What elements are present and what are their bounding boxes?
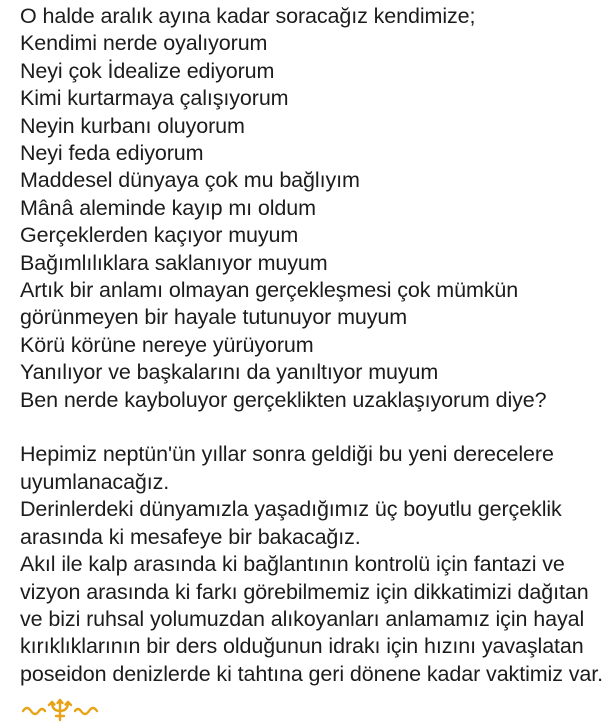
text-line: O halde aralık ayına kadar soracağız kendimize; xyxy=(20,4,476,28)
text-line: Neyi feda ediyorum xyxy=(20,141,204,166)
stanza-2 xyxy=(20,441,610,688)
text-line: Mânâ aleminde kayıp mı oldum xyxy=(20,195,316,220)
text-line: Körü körüne nereye yürüyorum xyxy=(20,332,314,357)
text-line: Ben nerde kayboluyor gerçeklikten uzaklaşıyorum diye? xyxy=(20,387,547,412)
paragraph-gap xyxy=(20,414,610,441)
text-line: ve bizi ruhsal yolumuzdan alıkoyanları anlamamız için hayal xyxy=(20,606,585,631)
text-line: Artık bir anlamı olmayan gerçekleşmesi çok mümkün xyxy=(20,278,519,303)
text-line: Kendimi nerde oyalıyorum xyxy=(20,31,268,56)
text-line: uyumlanacağız. xyxy=(20,469,170,494)
trident-waves-icon xyxy=(20,694,100,722)
text-line: Akıl ile kalp arasında ki bağlantının kontrolü için fantazi ve xyxy=(20,552,565,577)
text-line: kırıklıklarının bir ders olduğunun idrakı için hızını yavaşlatan xyxy=(20,634,584,659)
text-line: vizyon arasında ki farkı görebilmemiz için dikkatimizi dağıtan xyxy=(20,579,589,604)
text-line: Kimi kurtarmaya çalışıyorum xyxy=(20,86,289,111)
text-line: arasında ki mesafeye bir bakacağız. xyxy=(20,524,361,549)
text-line: Hepimiz neptün'ün yıllar sonra geldiği bu yeni derecelere xyxy=(20,442,554,467)
text-line: poseidon denizlerde ki tahtına geri dönene kadar vaktimiz var. xyxy=(20,661,604,686)
text-line: Neyi çok İdealize ediyorum xyxy=(20,58,275,83)
stanza-1 xyxy=(20,3,610,414)
text-line: Gerçeklerden kaçıyor muyum xyxy=(20,223,299,248)
text-line: Neyin kurbanı oluyorum xyxy=(20,113,245,138)
text-line: görünmeyen bir hayale tutunuyor muyum xyxy=(20,305,408,330)
text-line: Yanılıyor ve başkalarını da yanıltıyor muyum xyxy=(20,360,439,385)
text-line: Bağımlılıklara saklanıyor muyum xyxy=(20,250,328,275)
text-line: Maddesel dünyaya çok mu bağlıyım xyxy=(20,168,360,193)
post-text xyxy=(20,3,610,688)
text-line: Derinlerdeki dünyamızla yaşadığımız üç boyutlu gerçeklik xyxy=(20,497,562,522)
